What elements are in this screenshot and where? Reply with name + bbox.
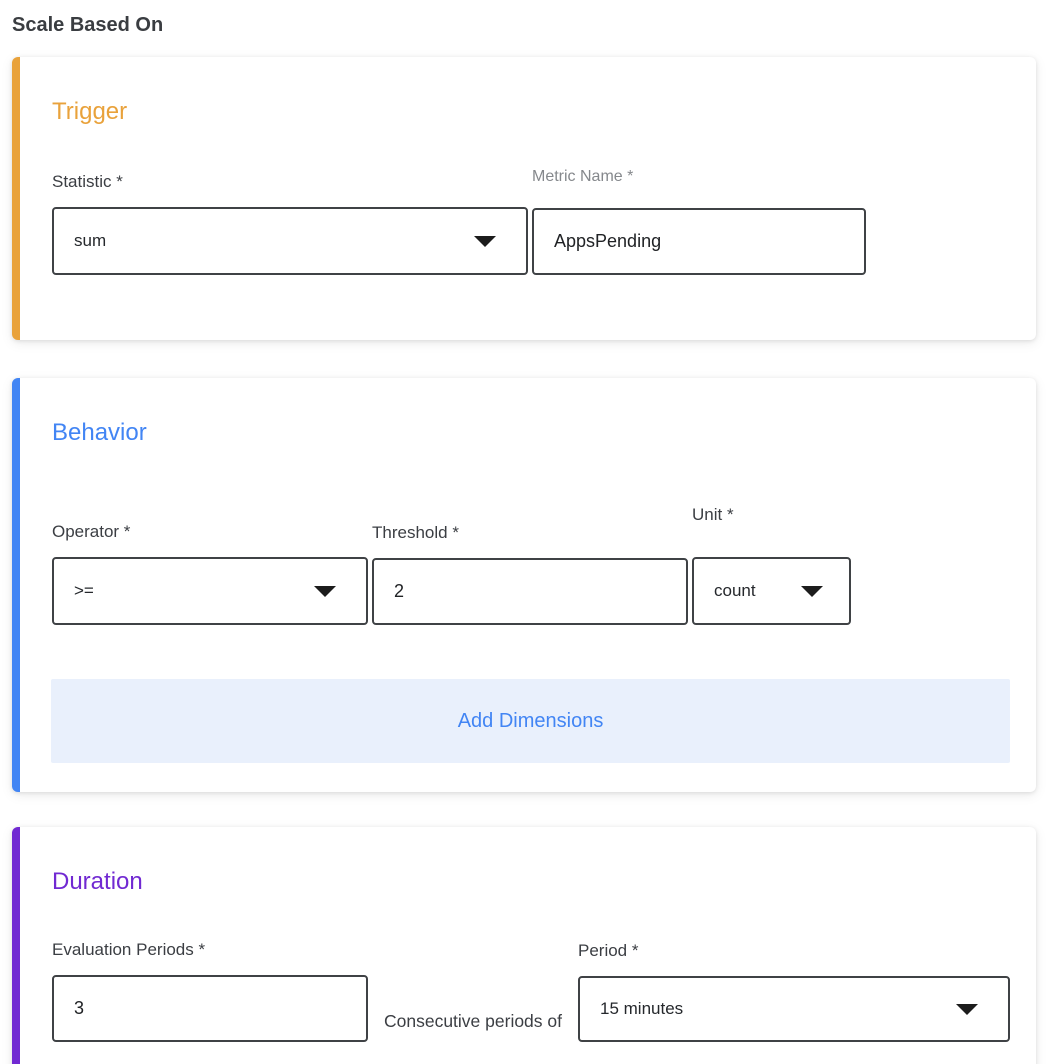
evaluation-periods-field xyxy=(52,938,368,1042)
operator-label: Operator * xyxy=(52,522,131,541)
duration-field-row xyxy=(52,938,1010,1042)
behavior-section xyxy=(12,378,1036,792)
evaluation-periods-label: Evaluation Periods * xyxy=(52,940,206,959)
behavior-field-row xyxy=(52,503,1010,625)
duration-heading: Duration xyxy=(52,868,143,895)
page-title: Scale Based On xyxy=(12,14,164,36)
chevron-down-icon xyxy=(956,1004,978,1015)
duration-section xyxy=(12,827,1036,1064)
behavior-heading: Behavior xyxy=(52,419,147,446)
chevron-down-icon xyxy=(314,586,336,597)
operator-selected-value: >= xyxy=(74,581,94,600)
evaluation-periods-input[interactable] xyxy=(52,975,368,1042)
unit-field xyxy=(692,503,851,625)
period-label: Period * xyxy=(578,941,639,960)
trigger-heading: Trigger xyxy=(52,98,128,125)
period-field xyxy=(578,939,1010,1042)
operator-select[interactable] xyxy=(52,557,368,625)
consecutive-periods-text: Consecutive periods of xyxy=(383,1011,563,1031)
period-selected-value: 15 minutes xyxy=(600,999,684,1018)
chevron-down-icon xyxy=(801,586,823,597)
statistic-label: Statistic * xyxy=(52,172,123,191)
unit-selected-value: count xyxy=(714,581,756,600)
trigger-section xyxy=(12,57,1036,340)
add-dimensions-button[interactable]: Add Dimensions xyxy=(51,679,1010,763)
statistic-field xyxy=(52,170,528,275)
threshold-label: Threshold * xyxy=(372,523,459,542)
metric-name-field xyxy=(532,167,866,275)
statistic-select[interactable] xyxy=(52,207,528,275)
trigger-field-row xyxy=(52,167,1010,275)
unit-select[interactable] xyxy=(692,557,851,625)
chevron-down-icon xyxy=(474,236,496,247)
threshold-field xyxy=(372,521,688,625)
unit-label: Unit * xyxy=(692,505,734,524)
threshold-input[interactable] xyxy=(372,558,688,625)
operator-field xyxy=(52,520,368,625)
period-select[interactable] xyxy=(578,976,1010,1042)
statistic-selected-value: sum xyxy=(74,231,107,250)
metric-name-label: Metric Name * xyxy=(532,168,634,185)
metric-name-input[interactable] xyxy=(532,208,866,275)
